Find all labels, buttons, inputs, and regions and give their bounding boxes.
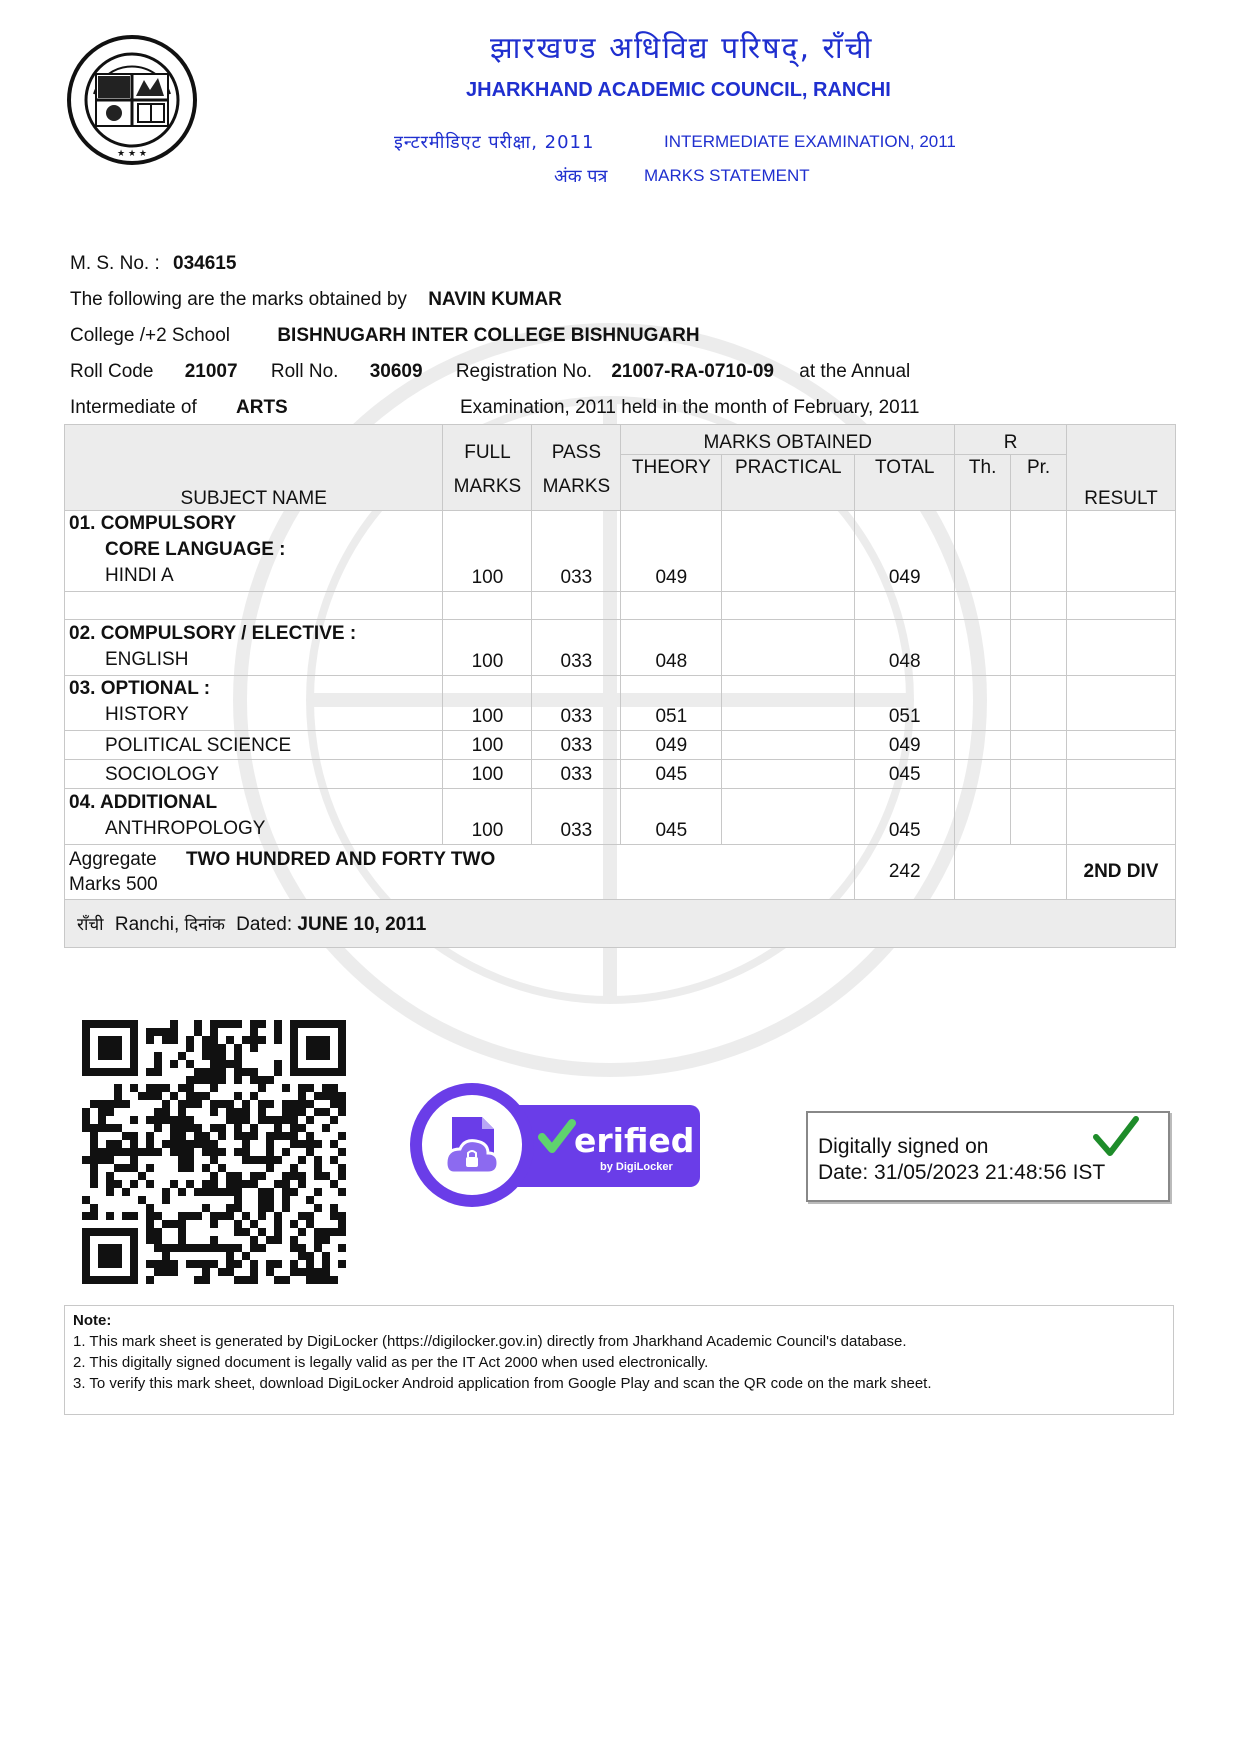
pr-cell — [1011, 511, 1067, 592]
practical-cell — [722, 731, 855, 760]
practical-cell — [722, 511, 855, 592]
aggregate-row — [65, 845, 1176, 900]
header-pass-marks-label: MARKS — [542, 476, 611, 497]
total-cell: 051 — [855, 676, 955, 731]
pass-marks-cell: 033 — [532, 731, 621, 760]
practical-cell — [722, 789, 855, 845]
ms-number: 034615 — [173, 253, 237, 274]
council-seal-logo — [66, 34, 198, 166]
pr-cell — [1011, 731, 1067, 760]
aggregate-label: Aggregate — [69, 849, 157, 870]
empty-cell — [65, 592, 443, 620]
header-pass: PASS — [551, 442, 602, 463]
header-full: FULL — [464, 442, 511, 463]
roll-code: 21007 — [184, 361, 238, 382]
intermediate-label: Intermediate of — [70, 397, 197, 418]
theory-cell: 049 — [621, 731, 722, 760]
qr-code — [82, 1020, 346, 1284]
subject-cell — [65, 620, 443, 676]
empty-cell — [855, 592, 955, 620]
header-total: TOTAL — [855, 455, 955, 511]
table-row — [65, 731, 1176, 760]
pr-cell — [1011, 760, 1067, 789]
statement-title-hindi: अंक पत्र — [554, 166, 608, 187]
empty-cell — [722, 592, 855, 620]
full-marks-cell: 100 — [443, 676, 532, 731]
pass-marks-cell: 033 — [532, 789, 621, 845]
full-marks-cell: 100 — [443, 789, 532, 845]
theory-cell: 045 — [621, 760, 722, 789]
dated-cell — [65, 900, 1176, 948]
practical-cell — [722, 760, 855, 789]
th-cell — [955, 731, 1011, 760]
header-marks-obtained: MARKS OBTAINED — [621, 425, 955, 455]
verified-by-text: by DigiLocker — [600, 1161, 673, 1173]
dated-label: Dated: — [236, 913, 293, 935]
roll-code-label: Roll Code — [70, 361, 154, 382]
full-marks-cell: 100 — [443, 760, 532, 789]
annual-label: at the Annual — [799, 361, 911, 382]
statement-title-english: MARKS STATEMENT — [644, 166, 810, 185]
ms-number-label: M. S. No. : — [70, 253, 160, 274]
exam-title-english: INTERMEDIATE EXAMINATION, 2011 — [664, 132, 956, 151]
qr-finder-pattern — [86, 1232, 134, 1280]
issue-date: JUNE 10, 2011 — [297, 913, 427, 935]
note-title: Note: — [73, 1312, 112, 1329]
th-cell — [955, 676, 1011, 731]
theory-cell: 045 — [621, 789, 722, 845]
pass-marks-cell: 033 — [532, 620, 621, 676]
signature-date-line — [818, 1161, 1105, 1185]
full-marks-cell: 100 — [443, 731, 532, 760]
table-row — [65, 789, 1176, 845]
group-title: 01. COMPULSORY — [69, 513, 237, 534]
subject-cell — [65, 789, 443, 845]
subject-name: ENGLISH — [105, 649, 189, 670]
th-cell — [955, 760, 1011, 789]
aggregate-words: TWO HUNDRED AND FORTY TWO — [185, 849, 496, 870]
registration-label: Registration No. — [455, 361, 593, 382]
college-name: BISHNUGARH INTER COLLEGE BISHNUGARH — [277, 325, 700, 346]
header-theory: THEORY — [621, 455, 722, 511]
roll-no-label: Roll No. — [270, 361, 339, 382]
pr-cell — [1011, 789, 1067, 845]
total-cell: 049 — [855, 731, 955, 760]
full-marks-cell: 100 — [443, 620, 532, 676]
place: Ranchi, — [114, 913, 180, 935]
header-practical: PRACTICAL — [722, 455, 855, 511]
pass-marks-cell: 033 — [532, 676, 621, 731]
header-full-marks-label: MARKS — [453, 476, 522, 497]
result-cell — [1067, 511, 1176, 592]
empty-cell — [443, 592, 532, 620]
empty-cell — [955, 592, 1011, 620]
signature-date-label: Date: — [818, 1161, 869, 1184]
ms-number-line — [70, 253, 236, 275]
student-name: NAVIN KUMAR — [428, 289, 562, 310]
qr-finder-pattern — [86, 1024, 134, 1072]
header-r: R — [955, 425, 1067, 455]
total-cell: 045 — [855, 760, 955, 789]
header-full-marks — [443, 425, 532, 511]
subject-name: HINDI A — [105, 565, 174, 586]
dated-row — [65, 900, 1176, 948]
group-title: 02. COMPULSORY / ELECTIVE : — [69, 623, 357, 644]
total-cell: 049 — [855, 511, 955, 592]
empty-cell — [955, 845, 1067, 900]
qr-finder-pattern — [294, 1024, 342, 1072]
practical-cell — [722, 676, 855, 731]
verified-text: erified — [574, 1121, 695, 1160]
header-result: RESULT — [1067, 425, 1176, 511]
checkmark-icon — [1092, 1115, 1140, 1159]
council-title-hindi: झारखण्ड अधिविद्य परिषद्, राँची — [490, 31, 874, 66]
marks-500: Marks 500 — [69, 874, 158, 895]
empty-cell — [532, 592, 621, 620]
aggregate-total: 242 — [855, 845, 955, 900]
table-row — [65, 511, 1176, 592]
group-title: 04. ADDITIONAL — [69, 792, 218, 813]
table-row — [65, 676, 1176, 731]
result-cell — [1067, 760, 1176, 789]
result-cell — [1067, 789, 1176, 845]
subject-name: ANTHROPOLOGY — [105, 818, 266, 839]
full-marks-cell: 100 — [443, 511, 532, 592]
college-line — [70, 325, 700, 347]
marks-obtained-by-label: The following are the marks obtained by — [70, 289, 407, 310]
note-line: 2. This digitally signed document is legally valid as per the IT Act 2000 when used electronically. — [73, 1354, 709, 1371]
aggregate-line — [69, 847, 850, 872]
subject-cell — [65, 676, 443, 731]
dated-hindi: दिनांक — [184, 914, 225, 935]
signed-on-label: Digitally signed on — [818, 1135, 989, 1158]
th-cell — [955, 789, 1011, 845]
council-title-english: JHARKHAND ACADEMIC COUNCIL, RANCHI — [466, 79, 891, 101]
note-line: 3. To verify this mark sheet, download DigiLocker Android application from Google Play and scan the QR code on the mark sheet. — [73, 1375, 932, 1392]
theory-cell: 049 — [621, 511, 722, 592]
header-subject-name: SUBJECT NAME — [65, 425, 443, 511]
total-cell: 045 — [855, 789, 955, 845]
result-cell — [1067, 676, 1176, 731]
header-pr: Pr. — [1011, 455, 1067, 511]
digilocker-verified-badge — [410, 1083, 702, 1207]
registration-no: 21007-RA-0710-09 — [611, 361, 775, 382]
result-division: 2ND DIV — [1067, 845, 1176, 900]
subject-name: SOCIOLOGY — [65, 760, 443, 789]
subject-name: POLITICAL SCIENCE — [65, 731, 443, 760]
svg-text:★ ★ ★: ★ ★ ★ — [117, 149, 147, 159]
marks-table — [64, 424, 1176, 948]
roll-no: 30609 — [369, 361, 423, 382]
header-pass-marks — [532, 425, 621, 511]
pr-cell — [1011, 676, 1067, 731]
result-cell — [1067, 731, 1176, 760]
total-cell: 048 — [855, 620, 955, 676]
exam-held-text: Examination, 2011 held in the month of February, 2011 — [460, 397, 920, 418]
aggregate-cell — [65, 845, 855, 900]
theory-cell: 048 — [621, 620, 722, 676]
empty-cell — [621, 592, 722, 620]
student-line — [70, 289, 562, 311]
theory-cell: 051 — [621, 676, 722, 731]
result-cell — [1067, 620, 1176, 676]
th-cell — [955, 511, 1011, 592]
place-hindi: राँची — [77, 914, 104, 935]
pr-cell — [1011, 620, 1067, 676]
pass-marks-cell: 033 — [532, 760, 621, 789]
header-th: Th. — [955, 455, 1011, 511]
note-box — [64, 1305, 1174, 1415]
table-row — [65, 620, 1176, 676]
roll-line — [70, 361, 910, 383]
exam-title-hindi: इन्टरमीडिएट परीक्षा, 2011 — [394, 132, 595, 153]
practical-cell — [722, 620, 855, 676]
college-label: College /+2 School — [70, 325, 231, 346]
group-subtitle: CORE LANGUAGE : — [105, 539, 286, 560]
empty-cell — [1011, 592, 1067, 620]
subject-name: HISTORY — [105, 704, 189, 725]
table-row — [65, 760, 1176, 789]
group-title: 03. OPTIONAL : — [69, 678, 211, 699]
subject-cell — [65, 511, 443, 592]
th-cell — [955, 620, 1011, 676]
pass-marks-cell: 033 — [532, 511, 621, 592]
note-line: 1. This mark sheet is generated by DigiLocker (https://digilocker.gov.in) directly from Jharkhand Academic Council's database. — [73, 1333, 907, 1350]
table-row-spacer — [65, 592, 1176, 620]
signature-date: 31/05/2023 21:48:56 IST — [874, 1161, 1106, 1184]
digital-signature-box — [806, 1111, 1170, 1202]
empty-cell — [1067, 592, 1176, 620]
stream: ARTS — [236, 397, 288, 418]
